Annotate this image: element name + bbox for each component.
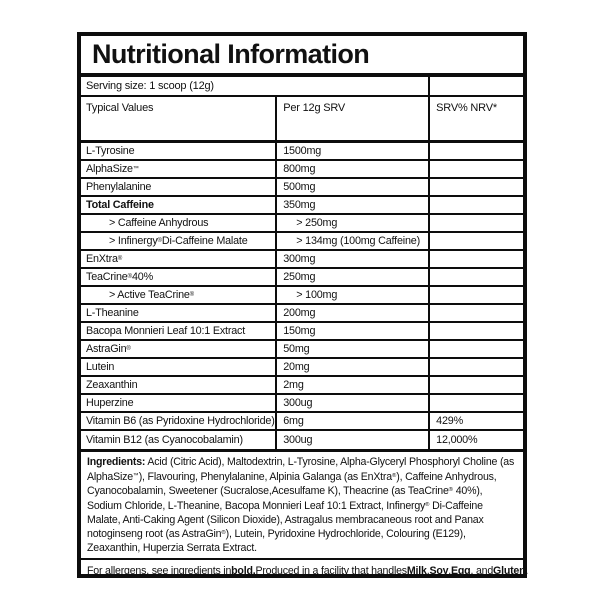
allergen-bold-text: Soy bbox=[429, 564, 449, 577]
ingredient-amount: 300ug bbox=[277, 395, 430, 411]
ingredient-amount: 200mg bbox=[277, 305, 430, 321]
allergen-text: , bbox=[448, 564, 452, 577]
serving-size-empty-cell bbox=[430, 77, 523, 95]
ingredient-nrv bbox=[430, 161, 523, 177]
table-row bbox=[81, 161, 523, 179]
ingredient-amount: 1500mg bbox=[277, 143, 430, 159]
ingredient-name: Zeaxanthin bbox=[81, 377, 277, 393]
table-row bbox=[81, 233, 523, 251]
ingredient-name: L-Tyrosine bbox=[81, 143, 277, 159]
table-row bbox=[81, 287, 523, 305]
table-header bbox=[81, 97, 523, 143]
ingredient-name: Vitamin B6 (as Pyridoxine Hydrochloride) bbox=[81, 413, 277, 429]
table-row bbox=[81, 359, 523, 377]
ingredient-name: Total Caffeine bbox=[81, 197, 277, 213]
ingredient-amount: 20mg bbox=[277, 359, 430, 375]
ingredient-name: > Active TeaCrine ® bbox=[81, 287, 277, 303]
table-row bbox=[81, 269, 523, 287]
ingredient-nrv bbox=[430, 233, 523, 249]
ingredient-name: > Infinergy ® Di-Caffeine Malate bbox=[81, 233, 277, 249]
allergen-text: , and bbox=[470, 564, 494, 577]
ingredient-amount: 250mg bbox=[277, 269, 430, 285]
table-row bbox=[81, 395, 523, 413]
table-row bbox=[81, 251, 523, 269]
ingredient-amount: 300mg bbox=[277, 251, 430, 267]
allergen-bold-text: Egg bbox=[451, 564, 471, 577]
ingredient-amount: 300ug bbox=[277, 431, 430, 449]
ingredient-amount: 350mg bbox=[277, 197, 430, 213]
ingredients-section bbox=[81, 449, 523, 558]
ingredient-name: Bacopa Monnieri Leaf 10:1 Extract bbox=[81, 323, 277, 339]
ingredient-nrv bbox=[430, 197, 523, 213]
ingredient-amount: > 100mg bbox=[277, 287, 430, 303]
ingredient-nrv: 429% bbox=[436, 415, 463, 427]
allergen-text: For allergens, see ingredients in bbox=[87, 564, 232, 577]
ingredient-name: Lutein bbox=[81, 359, 277, 375]
allergen-bold-text: Milk bbox=[406, 564, 427, 577]
table-row bbox=[81, 143, 523, 161]
table-row bbox=[81, 377, 523, 395]
ingredient-nrv bbox=[430, 251, 523, 267]
column-header-typical-values: Typical Values bbox=[81, 97, 277, 140]
ingredient-nrv bbox=[430, 305, 523, 321]
serving-size-row bbox=[81, 77, 523, 97]
ingredient-amount: 6mg bbox=[277, 413, 430, 429]
ingredient-nrv bbox=[430, 323, 523, 339]
column-header-per-srv: Per 12g SRV bbox=[277, 97, 430, 140]
table-row bbox=[81, 323, 523, 341]
table-row bbox=[81, 179, 523, 197]
nutrition-label bbox=[77, 32, 527, 578]
ingredient-amount: 150mg bbox=[277, 323, 430, 339]
allergen-bold-text: Gluten bbox=[493, 564, 526, 577]
serving-size: Serving size: 1 scoop (12g) bbox=[81, 77, 430, 95]
table-row bbox=[81, 305, 523, 323]
ingredient-nrv bbox=[430, 287, 523, 303]
label-title: Nutritional Information bbox=[81, 36, 523, 77]
ingredient-name: EnXtra ® bbox=[81, 251, 277, 267]
ingredients-label: Ingredients: bbox=[87, 456, 146, 468]
ingredient-amount: > 250mg bbox=[277, 215, 430, 231]
ingredient-name: > Caffeine Anhydrous bbox=[81, 215, 277, 231]
table-body bbox=[81, 143, 523, 449]
table-row bbox=[81, 413, 523, 431]
ingredient-name: Huperzine bbox=[81, 395, 277, 411]
ingredient-name: Phenylalanine bbox=[81, 179, 277, 195]
allergen-text: . bbox=[525, 564, 529, 577]
column-header-nrv: SRV% NRV* bbox=[436, 102, 497, 114]
allergen-bold-text: bold. bbox=[231, 564, 256, 577]
ingredient-nrv bbox=[430, 395, 523, 411]
ingredient-nrv bbox=[430, 215, 523, 231]
ingredients-text: Acid (Citric Acid), Maltodextrin, L-Tyrosine, Alpha-Glyceryl Phosphoryl Choline (as AlphaSize™), Flavouring, Phenylalanine, Alpinia Galanga (as EnXtra®), Caffeine Anhydrous, Cyanocobalamin, Sweetener (Sucralose,Acesulfame K), Theacrine (as TeaCrine® 40%), Sodium Chloride, L-Theanine, Bacopa Monnieri Leaf 10:1 Extract, Infinergy® Di-Caffeine Malate, Anti-Caking Agent (Silicon Dioxide), Astragalus membracaneous root and Panax notoginseng root (as AstraGin®), Lutein, Pyridoxine Hydrochloride, Colouring (E129), Zeaxanthin, Huperzia Serrata Extract. bbox=[87, 456, 515, 554]
table-row bbox=[81, 215, 523, 233]
ingredient-amount: 50mg bbox=[277, 341, 430, 357]
ingredient-nrv bbox=[430, 341, 523, 357]
ingredient-nrv bbox=[430, 179, 523, 195]
table-row bbox=[81, 341, 523, 359]
ingredient-name: TeaCrine ® 40% bbox=[81, 269, 277, 285]
ingredient-name: Vitamin B12 (as Cyanocobalamin) bbox=[81, 431, 277, 449]
ingredient-amount: 800mg bbox=[277, 161, 430, 177]
allergen-text: , bbox=[426, 564, 430, 577]
ingredient-nrv bbox=[430, 143, 523, 159]
allergen-text: Produced in a facility that handles bbox=[255, 564, 407, 577]
table-row bbox=[81, 197, 523, 215]
allergen-notice bbox=[81, 558, 529, 582]
ingredient-nrv: 12,000% bbox=[436, 434, 478, 446]
ingredient-amount: > 134mg (100mg Caffeine) bbox=[277, 233, 430, 249]
ingredient-amount: 500mg bbox=[277, 179, 430, 195]
ingredient-name: AlphaSize ™ bbox=[81, 161, 277, 177]
ingredient-nrv bbox=[430, 269, 523, 285]
ingredient-name: L-Theanine bbox=[81, 305, 277, 321]
ingredient-amount: 2mg bbox=[277, 377, 430, 393]
ingredient-nrv bbox=[430, 359, 523, 375]
ingredient-name: AstraGin ® bbox=[81, 341, 277, 357]
ingredient-nrv bbox=[430, 377, 523, 393]
table-row bbox=[81, 431, 523, 449]
